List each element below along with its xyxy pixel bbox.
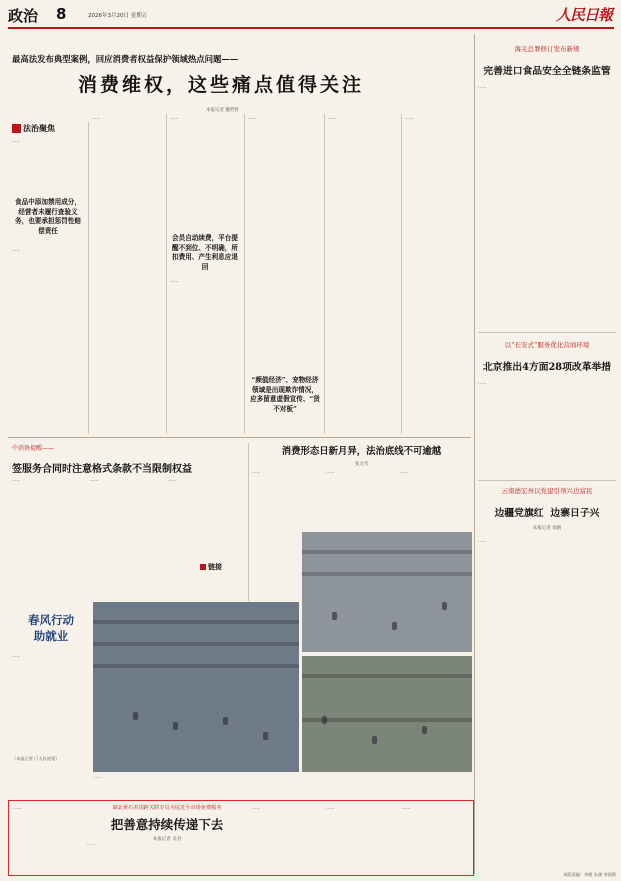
- consumer-body-2: ……: [326, 469, 335, 474]
- bottom-byline: 本报记者 吴君: [152, 837, 182, 842]
- right-top-body: ……: [478, 84, 487, 89]
- consumer-headline: 消费形态日新月异，法治底线不可逾越: [281, 446, 442, 457]
- bottom-body-1: ……: [13, 805, 22, 810]
- right-bottom-kicker: 云南德宏州以党建引领兴边富民: [501, 487, 593, 495]
- lead-headline: 消费维权，这些痛点值得关注: [78, 74, 365, 96]
- right-mid-body: ……: [478, 380, 487, 385]
- link-tag: [200, 562, 222, 572]
- lead-body-2: ……: [12, 247, 21, 252]
- legal-focus-tag: [12, 123, 55, 134]
- right-mid-kicker: 以“长安式”服务优化营商环境: [504, 341, 590, 349]
- page-number: 8: [56, 5, 67, 23]
- right-bottom-byline: 本报记者 徐鹤: [532, 526, 562, 531]
- bottom-body-3: ……: [252, 805, 261, 810]
- job-fair-photo-bottom: [302, 656, 472, 772]
- newspaper-logo: 人民日報: [555, 6, 612, 24]
- right-mid-article: [478, 340, 616, 489]
- consumer-article: [252, 443, 471, 467]
- bottom-body-4: ……: [326, 805, 335, 810]
- legal-focus-label: 法治聚焦: [23, 123, 55, 133]
- bottom-headline: 把善意持续传递下去: [110, 817, 224, 832]
- flow-headline: 签服务合同时注意格式条款不当限制权益: [12, 464, 192, 475]
- link-icon: [200, 564, 206, 570]
- lead-byline: 本报记者 魏哲哲: [206, 108, 239, 113]
- right-bottom-article: [478, 486, 616, 881]
- flow-body-2: ……: [90, 477, 99, 482]
- lead-kicker: 最高法发布典型案例，回应消费者权益保护领域热点问题——: [12, 54, 239, 64]
- spring-credit: （本报记者 门人民视觉）: [12, 756, 60, 761]
- lead-body-3: ……: [92, 115, 101, 120]
- bottom-kicker: 湖北黄石美国跨关联专员为尾近全市场免费服务: [112, 805, 222, 811]
- date-line: 2026年3月20日 星期五: [88, 13, 148, 19]
- job-fair-photo-top: [302, 532, 472, 652]
- lead-body-1: ……: [12, 138, 21, 143]
- lead-body-7: ……: [328, 115, 337, 120]
- bottom-body-2: ……: [87, 841, 96, 846]
- bottom-headline-block: [87, 804, 247, 842]
- lead-subhead-2: 会员自动续费，平台提醒不到位、不明确，所扣费用、产生利息应退回: [172, 234, 238, 271]
- lead-body-4: ……: [170, 115, 179, 120]
- right-top-kicker: 海关总署修订发布新规: [514, 45, 580, 53]
- right-bottom-headline: 边疆党旗红 边寨日子兴: [494, 508, 600, 519]
- lead-highlight: “颜值经济”、宠物经济领域是出现欺诈情况，应多留意虚假宣传、“货不对板”: [250, 376, 320, 413]
- right-mid-headline: 北京推出4方面28项改革举措: [482, 362, 612, 373]
- spring-headline: 春风行动 助就业: [28, 613, 74, 643]
- bottom-body-5: ……: [402, 805, 411, 810]
- hammer-icon: [12, 124, 21, 133]
- job-fair-photo-main: [93, 602, 299, 772]
- consumer-body-3: ……: [400, 469, 409, 474]
- photo-caption: ……: [93, 774, 102, 779]
- lead-body-5: ……: [170, 278, 179, 283]
- masthead: [8, 4, 614, 26]
- section-title: 政治: [8, 7, 39, 25]
- header-rule: [8, 27, 614, 29]
- editor-credit: 本版责编：李健 朱涵 李润莉: [563, 872, 616, 877]
- consumer-body-1: ……: [252, 469, 261, 474]
- link-label: 链接: [208, 562, 222, 571]
- right-bottom-body: ……: [478, 538, 487, 543]
- right-top-article: [478, 44, 616, 291]
- flow-article: [12, 443, 244, 475]
- flow-body-3: ……: [168, 477, 177, 482]
- flow-kicker: 中消协提醒——: [12, 445, 55, 452]
- lead-subhead-1: 食品中添加禁用成分，经营者未履行查验义务，也要承担惩罚性赔偿责任: [15, 198, 81, 235]
- spring-body: ……: [12, 653, 21, 658]
- lead-body-6: ……: [248, 115, 257, 120]
- consumer-byline: 张文雪: [354, 462, 369, 467]
- right-top-headline: 完善进口食品安全全链条监管: [483, 66, 611, 77]
- flow-body-1: ……: [12, 477, 21, 482]
- lead-body-8: ……: [405, 115, 414, 120]
